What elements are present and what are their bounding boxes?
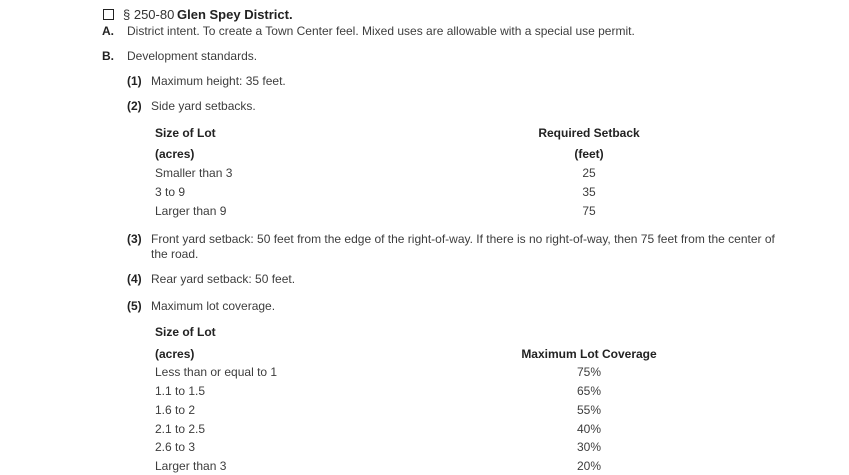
item-3-number: (3) xyxy=(127,232,142,246)
table-cell-value: 75% xyxy=(576,365,602,379)
table-row: 2.6 to 3 xyxy=(155,440,196,454)
table-row: Larger than 9 xyxy=(155,204,227,218)
table-row: 1.6 to 2 xyxy=(155,403,196,417)
item-3-text-line2: the road. xyxy=(151,247,199,261)
item-1-text: Maximum height: 35 feet. xyxy=(151,74,286,88)
subsection-b-letter: B. xyxy=(102,49,114,63)
table2-col1-header: Size of Lot xyxy=(155,325,216,339)
table1-col1-header: Size of Lot xyxy=(155,126,216,140)
table1-col2-header: Required Setback xyxy=(538,126,640,140)
table-cell-value: 65% xyxy=(576,384,602,398)
item-4-text: Rear yard setback: 50 feet. xyxy=(151,272,296,286)
item-2-text: Side yard setbacks. xyxy=(151,99,256,113)
item-4-number: (4) xyxy=(127,272,142,286)
table2-col1-subheader: (acres) xyxy=(155,347,195,361)
section-number: § 250-80 xyxy=(123,7,175,22)
table-cell-value: 40% xyxy=(576,422,602,436)
item-5-number: (5) xyxy=(127,299,142,313)
section-title: Glen Spey District. xyxy=(177,7,293,22)
item-3-text-line1: Front yard setback: 50 feet from the edge of the right-of-way. If there is no right-of-way, then 75 feet from the center of xyxy=(151,232,775,246)
item-5-text: Maximum lot coverage. xyxy=(151,299,276,313)
section-checkbox[interactable] xyxy=(103,9,114,20)
table-row: Smaller than 3 xyxy=(155,166,233,180)
table-cell-value: 20% xyxy=(576,459,602,473)
table-row: 1.1 to 1.5 xyxy=(155,384,206,398)
table-row: Less than or equal to 1 xyxy=(155,365,278,379)
table-cell-value: 75 xyxy=(582,204,596,218)
subsection-a-letter: A. xyxy=(102,24,114,38)
item-2-number: (2) xyxy=(127,99,142,113)
table1-col1-subheader: (acres) xyxy=(155,147,195,161)
table-row: 2.1 to 2.5 xyxy=(155,422,206,436)
table-row: Larger than 3 xyxy=(155,459,227,473)
table-cell-value: 25 xyxy=(582,166,596,180)
subsection-a-text: District intent. To create a Town Center feel. Mixed uses are allowable with a special use permit. xyxy=(127,24,635,38)
table2-col2-header: Maximum Lot Coverage xyxy=(521,347,657,361)
table-cell-value: 30% xyxy=(576,440,602,454)
item-1-number: (1) xyxy=(127,74,142,88)
subsection-b-text: Development standards. xyxy=(127,49,258,63)
table-row: 3 to 9 xyxy=(155,185,186,199)
table1-col2-subheader: (feet) xyxy=(574,147,604,161)
table-cell-value: 55% xyxy=(576,403,602,417)
table-cell-value: 35 xyxy=(582,185,596,199)
